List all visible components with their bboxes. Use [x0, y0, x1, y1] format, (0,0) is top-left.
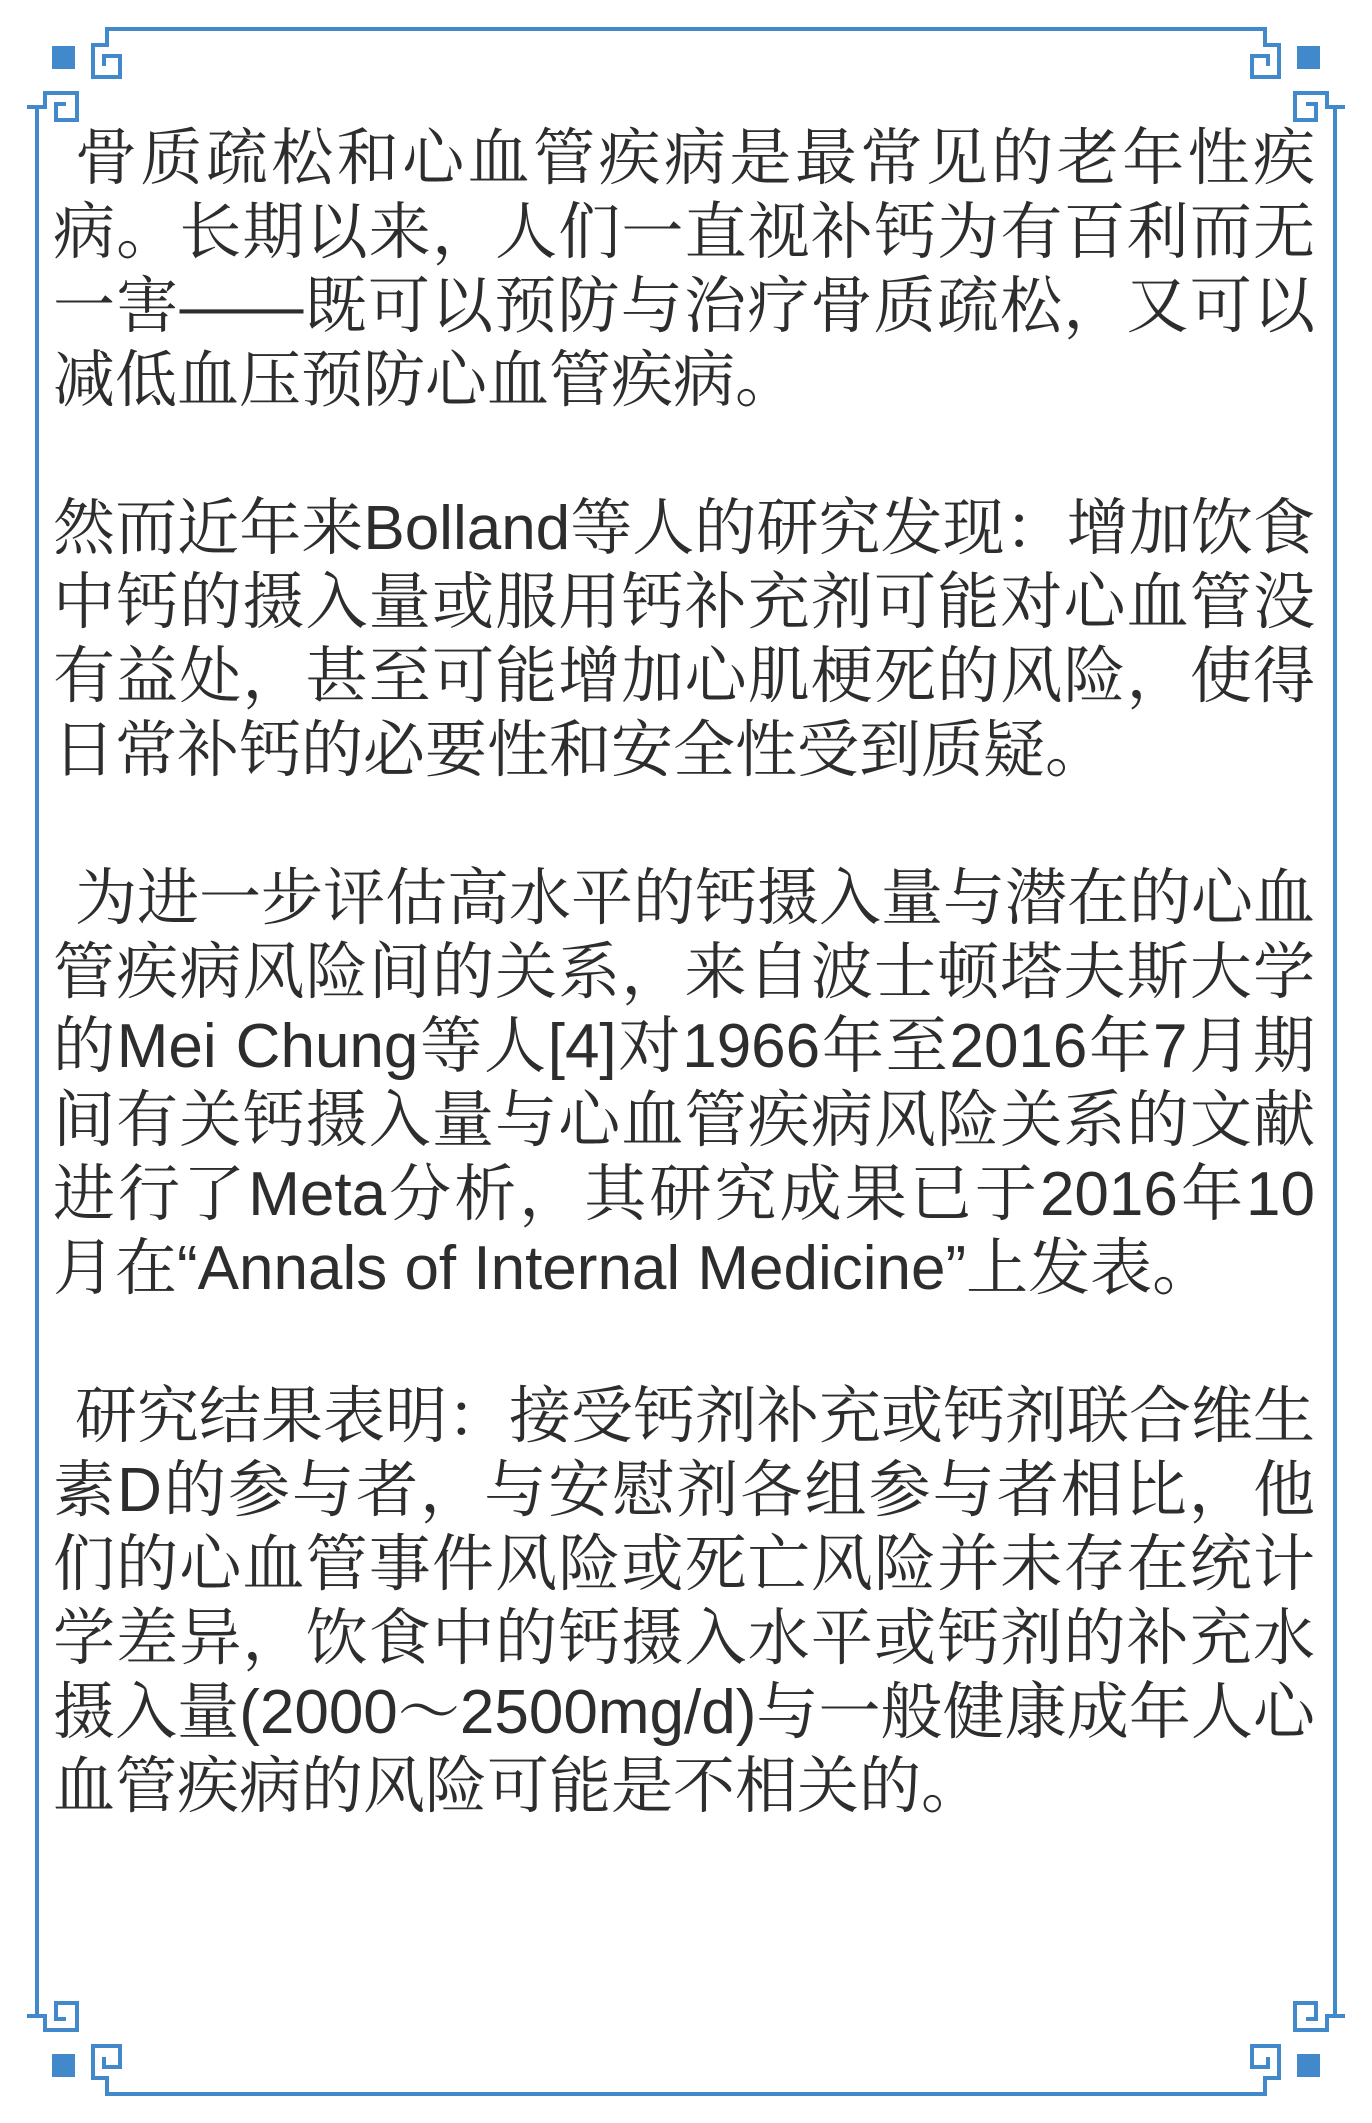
paragraph-2: 然而近年来Bolland等人的研究发现：增加饮食中钙的摄入量或服用钙补充剂可能对心血管没有益处，甚至可能增加心肌梗死的风险，使得日常补钙的必要性和安全性受到质疑。: [53, 494, 1315, 785]
paragraph-4: 研究结果表明：接受钙剂补充或钙剂联合维生素D的参与者，与安慰剂各组参与者相比，他们的心血管事件风险或死亡风险并未存在统计学差异，饮食中的钙摄入水平或钙剂的补充水摄入量(2000～2500mg/d)与一般健康成年人心血管疾病的风险可能是不相关的。: [53, 1382, 1316, 1821]
paragraph-1: 骨质疏松和心血管疾病是最常见的老年性疾病。长期以来，人们一直视补钙为有百利而无一害——既可以预防与治疗骨质疏松，又可以减低血压预防心血管疾病。: [53, 124, 1315, 415]
fret-corner-icon: [1252, 2003, 1345, 2096]
paragraph-3: 为进一步评估高水平的钙摄入量与潜在的心血管疾病风险间的关系，来自波士顿塔夫斯大学的Mei Chung等人[4]对1966年至2016年7月期间有关钙摄入量与心血管疾病风险关系的文献进行了Meta分析，其研究成果已于2016年10月在“Annals of Internal Medicine”上发表。: [53, 864, 1316, 1303]
fret-corner-icon: [1252, 27, 1345, 120]
fret-corner-icon: [27, 2003, 120, 2096]
article-body: [53, 122, 1315, 1824]
fret-corner-icon: [27, 27, 120, 120]
